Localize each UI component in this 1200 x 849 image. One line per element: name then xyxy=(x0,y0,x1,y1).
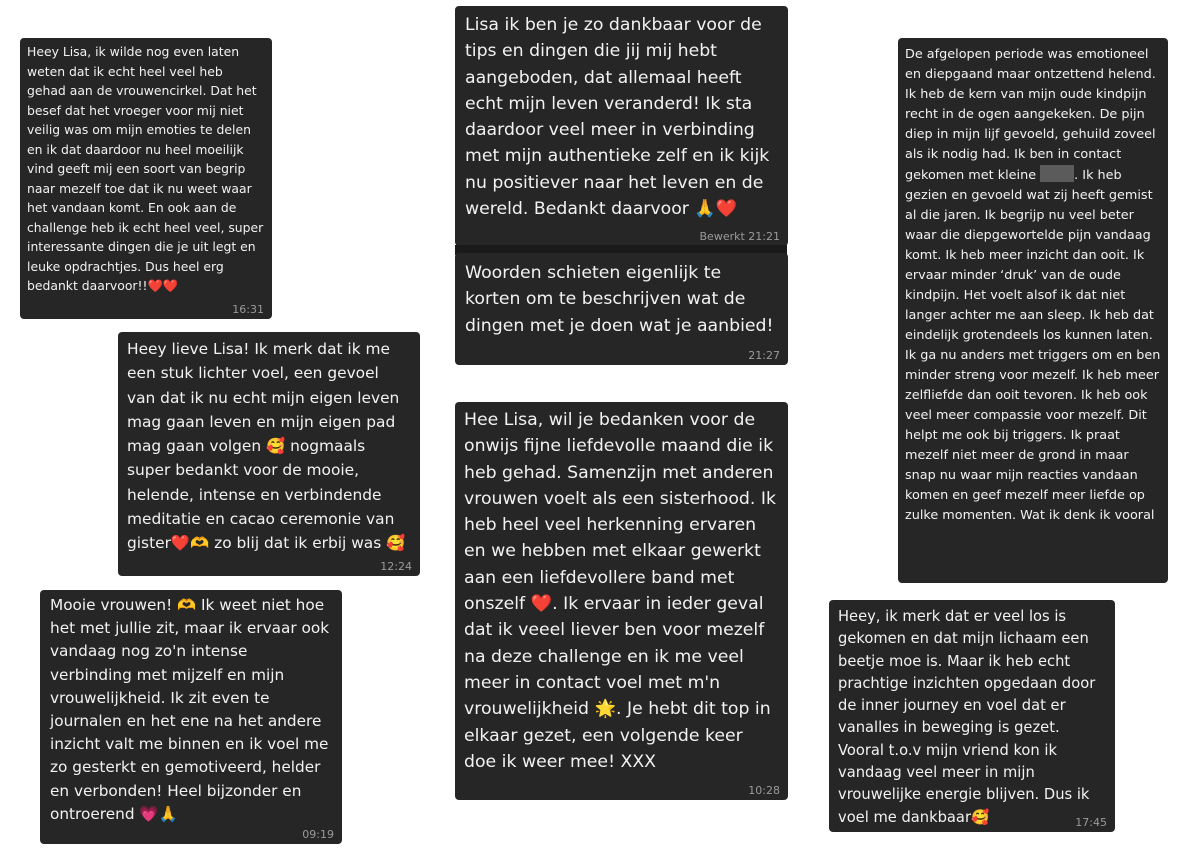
message-text: Heey lieve Lisa! Ik merk dat ik me een stuk lichter voel, een gevoel van dat ik nu echt mijn eigen leven mag gaan leven en mijn eigen pad mag gaan volgen 🥰 nogmaals super bedankt voor de mooie, helende, intense en verbindende meditatie en cacao ceremonie van gister❤️🫶 zo blij dat ik erbij was 🥰 xyxy=(127,340,406,553)
message-bubble-sisterhood[interactable] xyxy=(455,402,788,800)
message-bubble-lichter[interactable] xyxy=(118,332,420,576)
message-text: Heey Lisa, ik wilde nog even laten weten dat ik echt heel veel heb gehad aan de vrouwencirkel. Dat het besef dat het vroeger voor mij niet veilig was om mijn emoties te delen en ik dat daardoor nu heel moeilijk vind geeft mij een soort van begrip naar mezelf toe dat ik nu weet waar het vandaan komt. En ook aan de challenge heb ik echt heel veel, super interessante dingen die je uit legt en leuke opdrachtjes. Dus heel erg bedankt daarvoor!!❤️❤️ xyxy=(27,44,264,293)
message-bubble-afgelopen-periode[interactable] xyxy=(898,38,1168,583)
redacted-name xyxy=(1040,165,1074,182)
message-text: Hee Lisa, wil je bedanken voor de onwijs fijne liefdevolle maand die ik heb gehad. Samenzijn met anderen vrouwen voelt als een sisterhood. Ik heb heel veel herkenning ervaren en we hebben met elkaar gewerkt aan een liefdevollere band met onszelf ❤️. Ik ervaar in ieder geval dat ik veeel liever ben voor mezelf na deze challenge en ik me veel meer in contact voel met m'n vrouwelijkheid 🌟. Je hebt dit top in elkaar gezet, een volgende keer doe ik weer mee! XXX xyxy=(464,410,776,772)
message-text xyxy=(905,45,1161,526)
message-bubble-vrouwencirkel[interactable] xyxy=(20,38,272,319)
message-timestamp: 10:28 xyxy=(748,784,780,797)
message-timestamp: 17:45 xyxy=(1075,816,1107,829)
message-timestamp: 21:27 xyxy=(748,349,780,362)
message-bubble-dankbaar[interactable] xyxy=(455,6,788,246)
message-timestamp: 16:31 xyxy=(232,303,264,316)
message-text: Mooie vrouwen! 🫶 Ik weet niet hoe het met jullie zit, maar ik ervaar ook vandaag nog zo'n intense verbinding met mijzelf en mijn vrouwelijkheid. Ik zit even te journalen en het ene na het andere inzicht valt me binnen en ik voel me zo gesterkt en gemotiveerd, helder en verbonden! Heel bijzonder en ontroerend 💗🙏 xyxy=(50,596,330,823)
message-text: Heey, ik merk dat er veel los is gekomen en dat mijn lichaam een beetje moe is. Maar ik heb echt prachtige inzichten opgedaan door de inner journey en voel dat er vanalles in beweging is gezet. Vooral t.o.v mijn vriend kon ik vandaag veel meer in mijn vrouwelijke energie blijven. Dus ik voel me dankbaar🥰 xyxy=(838,608,1096,826)
message-text: Lisa ik ben je zo dankbaar voor de tips en dingen die jij mij hebt aangeboden, dat allemaal heeft echt mijn leven veranderd! Ik sta daardoor veel meer in verbinding met mijn authentieke zelf en ik kijk nu positiever naar het leven en de wereld. Bedankt daarvoor 🙏❤️ xyxy=(465,15,770,220)
message-bubble-inner-journey[interactable] xyxy=(829,600,1115,832)
message-timestamp: 09:19 xyxy=(302,828,334,841)
message-bubble-woorden[interactable] xyxy=(455,253,788,365)
message-text: Woorden schieten eigenlijk te korten om te beschrijven wat de dingen met je doen wat je aanbied! xyxy=(465,263,774,336)
message-timestamp: 12:24 xyxy=(380,560,412,573)
message-timestamp: Bewerkt 21:21 xyxy=(699,230,780,243)
message-text-part: De afgelopen periode was emotioneel en diepgaand maar ontzettend helend. Ik heb de kern van mijn oude kindpijn recht in de ogen aangekeken. De pijn diep in mijn lijf gevoeld, gehuild zoveel als ik nodig had. Ik ben in contact gekomen met kleine xyxy=(905,47,1156,183)
message-text-part: . Ik heb gezien en gevoeld wat zij heeft gemist al die jaren. Ik begrijp nu veel beter waar die diepgewortelde pijn vandaag komt. Ik heb meer inzicht dan ooit. Ik ervaar minder ‘druk’ van de oude kindpijn. Het voelt alsof ik dat niet langer achter me aan sleep. Ik heb dat eindelijk grotendeels los kunnen laten. Ik ga nu anders met triggers om en ben minder streng voor mezelf. Ik heb meer zelfliefde dan ooit tevoren. Ik heb ook veel meer compassie voor mezelf. Dit helpt me ook bij triggers. Ik praat mezelf niet meer de grond in maar snap nu waar mijn reacties vandaan komen en geef mezelf meer liefde op zulke momenten. Wat ik denk ik vooral xyxy=(905,168,1161,523)
message-bubble-mooie-vrouwen[interactable] xyxy=(40,590,342,844)
